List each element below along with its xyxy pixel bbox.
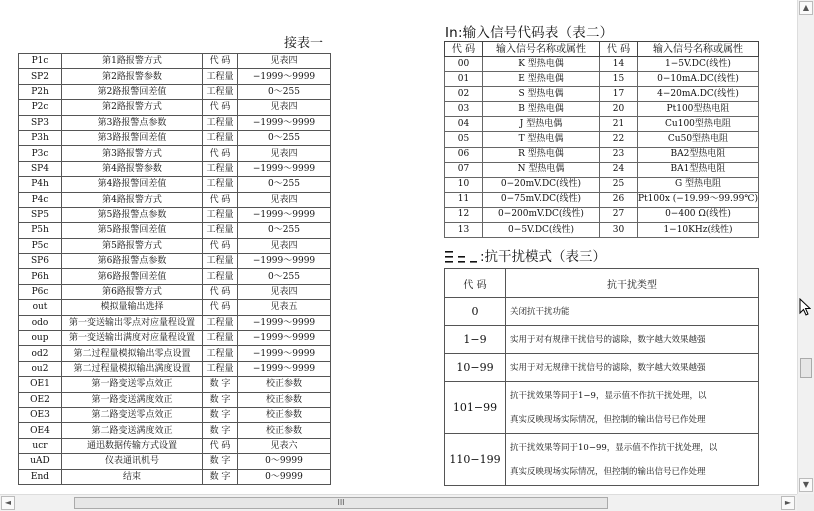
table-cell: 工程量 [203,84,238,99]
table-cell: 数 字 [203,392,238,407]
table-cell: uAD [19,454,62,469]
table-cell: 工程量 [203,315,238,330]
table-cell: End [19,469,62,484]
table-cell: SP2 [19,69,62,84]
table-row [19,130,331,145]
table-cell: 03 [445,102,483,117]
table-cell: 第2路报警回差值 [62,84,203,99]
t2-header-code-2: 代 码 [600,42,638,57]
table-cell: 代 码 [203,192,238,207]
mode-code: 10−99 [445,354,506,382]
table-cell: 0～9999 [238,454,331,469]
table-cell: SP3 [19,115,62,130]
table-cell: 第5路报警点参数 [62,207,203,222]
table-cell: P2c [19,100,62,115]
table-cell: P3h [19,130,62,145]
table-cell: 0～255 [238,84,331,99]
table-row [19,254,331,269]
table-cell: 数 字 [203,407,238,422]
table-cell: P3c [19,146,62,161]
table-cell: 17 [600,87,638,102]
mode-description [506,326,759,354]
table-cell: 见表四 [238,146,331,161]
table-cell: 07 [445,162,483,177]
table-cell: 工程量 [203,115,238,130]
table-cell: 数 字 [203,469,238,484]
table-cell: 代 码 [203,284,238,299]
table-cell: 第5路报警回差值 [62,223,203,238]
table-cell: 第4路报警参数 [62,161,203,176]
input-signal-code-table [444,41,759,238]
table-cell: P5c [19,238,62,253]
table-cell: 代 码 [203,438,238,453]
table-cell: 结束 [62,469,203,484]
table-cell: J 型热电偶 [483,117,600,132]
table-cell: 0−400 Ω(线性) [638,207,759,222]
table-cell: 第3路报警方式 [62,146,203,161]
table-cell: 第6路报警点参数 [62,254,203,269]
arrow-cursor-icon [799,298,811,316]
table-row [19,207,331,222]
table-cell: 0−20mV.DC(线性) [483,177,600,192]
table-cell: OE3 [19,407,62,422]
table-cell: −1999～9999 [238,346,331,361]
table-cell: 校正参数 [238,423,331,438]
table-cell: 校正参数 [238,392,331,407]
table-row [445,177,759,192]
table-cell: 0−5V.DC(线性) [483,223,600,238]
table-cell: 15 [600,72,638,87]
table-row [445,72,759,87]
mode-code: 101−99 [445,382,506,434]
table-row [19,454,331,469]
table-cell: 第一变送输出满度对应量程设置 [62,331,203,346]
mode-code: 110−199 [445,434,506,486]
table-cell: −1999～9999 [238,161,331,176]
table-cell: 代 码 [203,146,238,161]
table-cell: 21 [600,117,638,132]
table-row [19,192,331,207]
t3-header-type: 抗干扰类型 [506,269,759,298]
table-cell: K 型热电偶 [483,57,600,72]
table-cell: 工程量 [203,69,238,84]
table-cell: −1999～9999 [238,315,331,330]
scroll-down-button[interactable]: ▼ [799,478,813,492]
table-row [445,223,759,238]
t3-header-code: 代 码 [445,269,506,298]
table-cell: 20 [600,102,638,117]
table-cell: 第1路报警方式 [62,54,203,69]
table-cell: P6h [19,269,62,284]
table-cell: OE2 [19,392,62,407]
table-cell: −1999～9999 [238,115,331,130]
table-cell: BA1型热电阻 [638,162,759,177]
table-cell: 见表六 [238,438,331,453]
table-cell: 第4路报警方式 [62,192,203,207]
table-row [445,434,759,486]
table-cell: 0～255 [238,177,331,192]
table-cell: 第二过程量模拟输出零点设置 [62,346,203,361]
table-cell: 见表四 [238,238,331,253]
scroll-left-button[interactable]: ◄ [1,496,15,510]
table-cell: out [19,300,62,315]
table-cell: Cu100型热电阻 [638,117,759,132]
table-cell: 26 [600,192,638,207]
table-cell: 工程量 [203,331,238,346]
table-cell: −1999～9999 [238,207,331,222]
table-row [19,377,331,392]
table-cell: 0−75mV.DC(线性) [483,192,600,207]
table-cell: B 型热电偶 [483,102,600,117]
table-row [445,57,759,72]
table-row [445,207,759,222]
t2-header-name-2: 输入信号名称或属性 [638,42,759,57]
table-cell: 0−200mV.DC(线性) [483,207,600,222]
table-cell: −1999～9999 [238,254,331,269]
table-row [19,423,331,438]
table-cell: 工程量 [203,269,238,284]
table-cell: OE4 [19,423,62,438]
table-row [19,54,331,69]
table-cell: 校正参数 [238,407,331,422]
table-cell: 第一路变送零点效正 [62,377,203,392]
t2-header-code-1: 代 码 [445,42,483,57]
table-cell: 工程量 [203,161,238,176]
segment-display-icon [444,249,480,263]
table-row [445,354,759,382]
mode-code: 0 [445,298,506,326]
table-cell: 工程量 [203,346,238,361]
table-cell: 见表四 [238,284,331,299]
table-cell: P1c [19,54,62,69]
table-cell: G 型热电阻 [638,177,759,192]
table-cell: Pt100x (−19.99～99.99℃) [638,192,759,207]
table-cell: 模拟量输出选择 [62,300,203,315]
table-cell: SP5 [19,207,62,222]
description-line: 抗干扰效果等同于1−9，显示值不作抗干扰处理，以 [510,390,707,401]
table-cell: 0～255 [238,130,331,145]
table-cell: ou2 [19,361,62,376]
table-row [445,326,759,354]
table-cell: 第一路变送满度效正 [62,392,203,407]
mode-description [506,298,759,326]
table-cell: 24 [600,162,638,177]
table-row [19,438,331,453]
table-row [445,132,759,147]
table-cell: 第2路报警方式 [62,100,203,115]
table-row [445,162,759,177]
scroll-right-button[interactable]: ► [781,496,795,510]
table-cell: 工程量 [203,223,238,238]
table-cell: 0～255 [238,269,331,284]
table-row [445,382,759,434]
left-table-heading: 接表一 [284,36,324,51]
table-cell: OE1 [19,377,62,392]
table-cell: 工程量 [203,254,238,269]
description-line: 抗干扰效果等同于10−99，显示值不作抗干扰处理，以 [510,442,718,453]
table-cell: 工程量 [203,207,238,222]
table-row [19,177,331,192]
table-cell: 0～255 [238,223,331,238]
table-row [19,300,331,315]
table-row [19,331,331,346]
table-row [19,100,331,115]
table-cell: 1−5V.DC(线性) [638,57,759,72]
table-cell: E 型热电偶 [483,72,600,87]
table-cell: od2 [19,346,62,361]
table-cell: oup [19,331,62,346]
table-cell: R 型热电偶 [483,147,600,162]
vertical-scroll-thumb[interactable] [800,358,812,378]
table-cell: 第二过程量模拟输出满度设置 [62,361,203,376]
table-row [19,315,331,330]
table-cell: SP4 [19,161,62,176]
table-row [19,84,331,99]
table-row [445,147,759,162]
table-cell: 第4路报警回差值 [62,177,203,192]
table-cell: ucr [19,438,62,453]
table-row [445,298,759,326]
table-cell: 代 码 [203,300,238,315]
table-cell: 4−20mA.DC(线性) [638,87,759,102]
parameter-table-continued [18,53,331,485]
table2-title: In:输入信号代码表（表二） [445,25,614,41]
table-cell: 见表四 [238,100,331,115]
description-line: 真实反映现场实际情况，但控制的输出信号已作处理 [510,466,706,477]
table-cell: 00 [445,57,483,72]
table-row [445,87,759,102]
table-cell: 30 [600,223,638,238]
table-row [19,361,331,376]
horizontal-scrollbar[interactable] [0,494,797,511]
table-cell: 工程量 [203,361,238,376]
mode-code: 1−9 [445,326,506,354]
table-cell: 0−10mA.DC(线性) [638,72,759,87]
table-row [19,269,331,284]
table-cell: 第3路报警点参数 [62,115,203,130]
scrollbar-corner [797,494,814,511]
table-cell: P4h [19,177,62,192]
description-line: 实用于对有规律干扰信号的滤除，数字越大效果越强 [510,334,706,345]
table-cell: 见表五 [238,300,331,315]
anti-interference-mode-table [444,268,759,486]
table-row [19,161,331,176]
description-line: 真实反映现场实际情况，但控制的输出信号已作处理 [510,414,706,425]
mode-description [506,434,759,486]
table-cell: 22 [600,132,638,147]
description-line: 关闭抗干扰功能 [510,306,570,317]
table-cell: 见表四 [238,54,331,69]
table-cell: 代 码 [203,100,238,115]
table-cell: 25 [600,177,638,192]
table-row [445,102,759,117]
table-cell: 代 码 [203,54,238,69]
table-cell: 第二路变送零点效正 [62,407,203,422]
table-cell: −1999～9999 [238,361,331,376]
table-row [19,115,331,130]
table-row [19,392,331,407]
mode-description [506,354,759,382]
table-cell: 第一变送输出零点对应量程设置 [62,315,203,330]
table-cell: 14 [600,57,638,72]
table-cell: Pt100型热电阻 [638,102,759,117]
table-cell: 工程量 [203,130,238,145]
table-cell: BA2型热电阻 [638,147,759,162]
table-row [19,284,331,299]
scroll-up-button[interactable]: ▲ [799,1,813,15]
table-cell: 06 [445,147,483,162]
table-cell: SP6 [19,254,62,269]
table-cell: 02 [445,87,483,102]
table-row [19,223,331,238]
table-row [19,146,331,161]
description-line: 实用于对无规律干扰信号的滤除，数字越大效果越强 [510,362,706,373]
table-cell: 10 [445,177,483,192]
table-row [19,238,331,253]
table-cell: 01 [445,72,483,87]
vertical-scrollbar[interactable] [797,0,814,494]
table-cell: P5h [19,223,62,238]
table-cell: 第3路报警回差值 [62,130,203,145]
table-cell: 27 [600,207,638,222]
table-cell: 第5路报警方式 [62,238,203,253]
table-cell: P4c [19,192,62,207]
table-cell: T 型热电偶 [483,132,600,147]
table-cell: 数 字 [203,377,238,392]
table-cell: odo [19,315,62,330]
table-cell: N 型热电偶 [483,162,600,177]
table-cell: P6c [19,284,62,299]
table-cell: 数 字 [203,423,238,438]
table-cell: 11 [445,192,483,207]
table-row [19,469,331,484]
table-row [445,117,759,132]
table-cell: P2h [19,84,62,99]
table-cell: Cu50型热电阻 [638,132,759,147]
table-cell: 12 [445,207,483,222]
t2-header-name-1: 输入信号名称或属性 [483,42,600,57]
table-cell: −1999～9999 [238,331,331,346]
table-cell: 数 字 [203,454,238,469]
table-row [19,69,331,84]
mode-description [506,382,759,434]
table-cell: 05 [445,132,483,147]
table-cell: 1−10KHz(线性) [638,223,759,238]
table-cell: −1999～9999 [238,69,331,84]
table-cell: 通迅数据传输方式设置 [62,438,203,453]
table-cell: S 型热电偶 [483,87,600,102]
table-cell: 仪表通讯机号 [62,454,203,469]
horizontal-scroll-thumb[interactable]: III [74,497,608,509]
table-cell: 第6路报警方式 [62,284,203,299]
table-cell: 第2路报警参数 [62,69,203,84]
table-cell: 代 码 [203,238,238,253]
table-cell: 13 [445,223,483,238]
table-cell: 第二路变送满度效正 [62,423,203,438]
table3-title-text: :抗干扰模式（表三） [480,249,607,265]
table-cell: 04 [445,117,483,132]
table-cell: 工程量 [203,177,238,192]
table-cell: 见表四 [238,192,331,207]
table-row [19,407,331,422]
table-row [445,192,759,207]
table-cell: 第6路报警回差值 [62,269,203,284]
table-cell: 校正参数 [238,377,331,392]
table3-title [444,245,606,265]
table-cell: 0～9999 [238,469,331,484]
table-row [19,346,331,361]
table-cell: 23 [600,147,638,162]
